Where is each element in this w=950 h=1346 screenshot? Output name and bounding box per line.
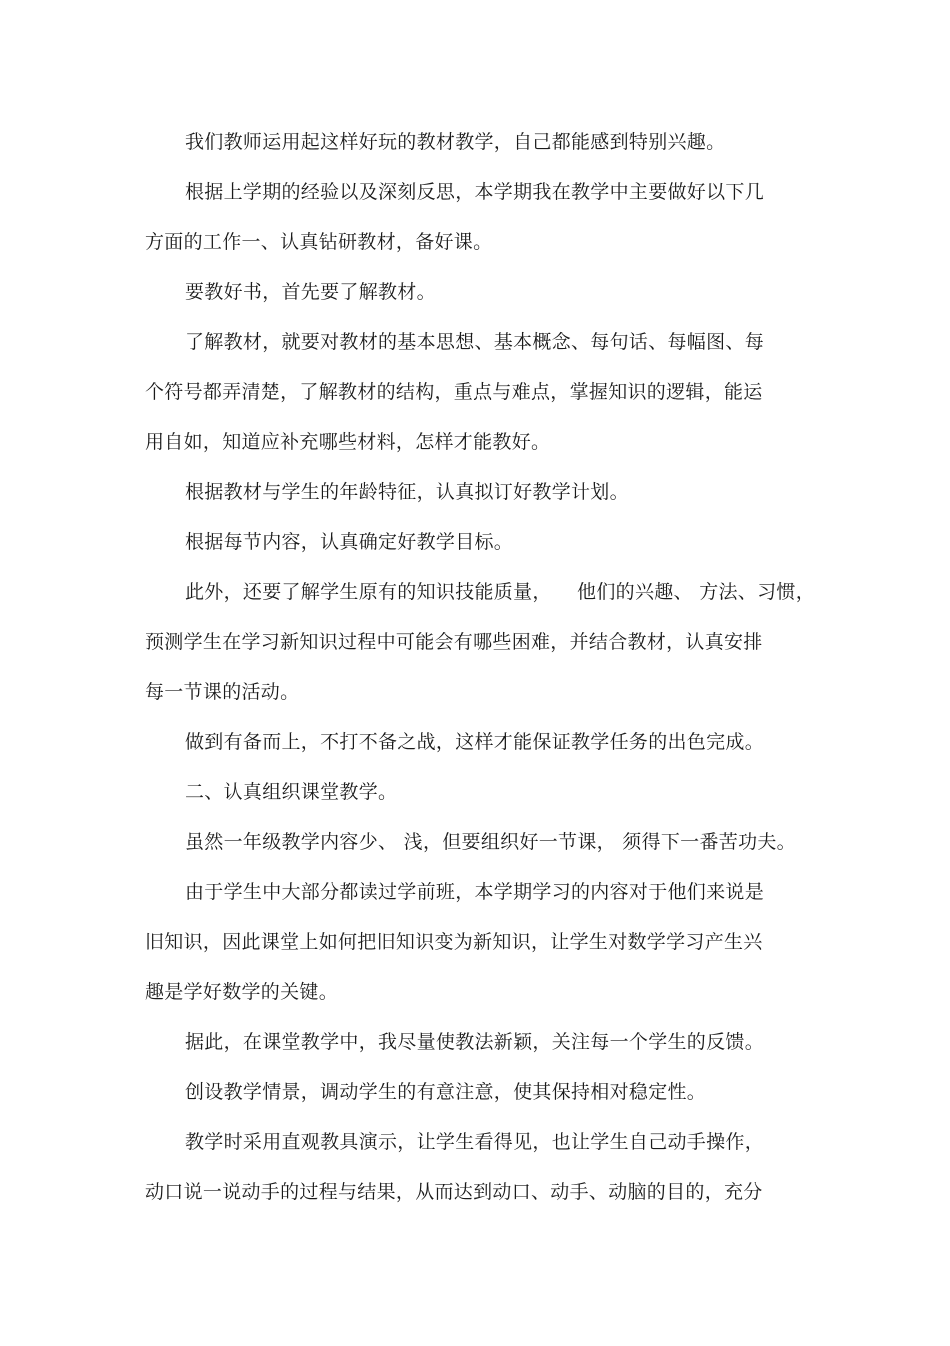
paragraph-line: 每一节课的活动。 bbox=[145, 681, 300, 703]
paragraph-line: 方面的工作一、认真钻研教材，备好课。 bbox=[145, 231, 493, 253]
paragraph-line: 根据上学期的经验以及深刻反思，本学期我在教学中主要做好以下几 bbox=[185, 181, 765, 203]
paragraph-line: 此外，还要了解学生原有的知识技能质量， 他们的兴趣、 方法、习惯， bbox=[185, 581, 815, 603]
paragraph-line: 要教好书，首先要了解教材。 bbox=[185, 281, 436, 303]
paragraph-line: 了解教材，就要对教材的基本思想、基本概念、每句话、每幅图、每 bbox=[185, 331, 765, 353]
paragraph-line: 我们教师运用起这样好玩的教材教学，自己都能感到特别兴趣。 bbox=[185, 131, 726, 153]
paragraph-line: 据此，在课堂教学中，我尽量使教法新颖，关注每一个学生的反馈。 bbox=[185, 1031, 765, 1053]
paragraph-line: 动口说一说动手的过程与结果，从而达到动口、动手、动脑的目的，充分 bbox=[145, 1181, 763, 1203]
paragraph-line: 由于学生中大部分都读过学前班，本学期学习的内容对于他们来说是 bbox=[185, 881, 765, 903]
paragraph-line: 旧知识，因此课堂上如何把旧知识变为新知识，让学生对数学学习产生兴 bbox=[145, 931, 763, 953]
paragraph-line: 个符号都弄清楚，了解教材的结构，重点与难点，掌握知识的逻辑，能运 bbox=[145, 381, 763, 403]
paragraph-line: 教学时采用直观教具演示，让学生看得见，也让学生自己动手操作， bbox=[185, 1131, 765, 1153]
paragraph-line: 预测学生在学习新知识过程中可能会有哪些困难，并结合教材，认真安排 bbox=[145, 631, 763, 653]
paragraph-line: 根据教材与学生的年龄特征，认真拟订好教学计划。 bbox=[185, 481, 629, 503]
paragraph-line: 做到有备而上，不打不备之战，这样才能保证教学任务的出色完成。 bbox=[185, 731, 765, 753]
paragraph-line: 虽然一年级教学内容少、 浅，但要组织好一节课， 须得下一番苦功夫。 bbox=[185, 831, 796, 853]
paragraph-line: 创设教学情景，调动学生的有意注意，使其保持相对稳定性。 bbox=[185, 1081, 707, 1103]
paragraph-line: 用自如，知道应补充哪些材料，怎样才能教好。 bbox=[145, 431, 551, 453]
section-heading: 二、认真组织课堂教学。 bbox=[185, 781, 398, 803]
paragraph-line: 趣是学好数学的关键。 bbox=[145, 981, 339, 1003]
paragraph-line: 根据每节内容，认真确定好教学目标。 bbox=[185, 531, 514, 553]
